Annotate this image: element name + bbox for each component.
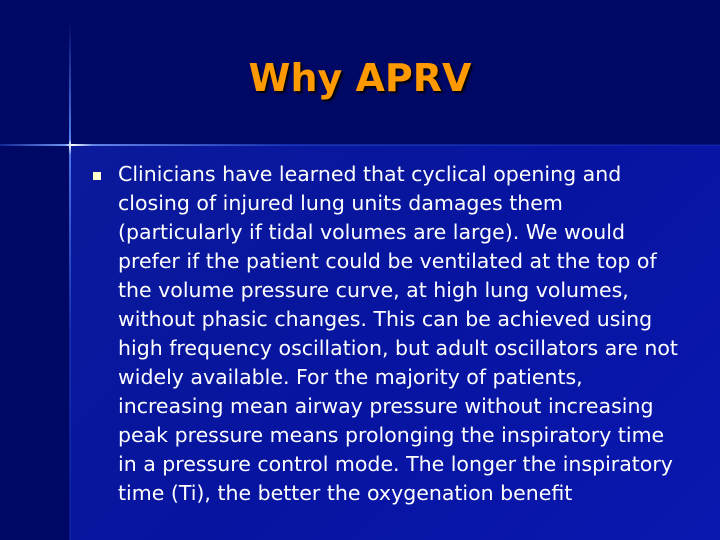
- text-line: (particularly if tidal volumes are large). We would: [118, 220, 625, 244]
- bullet-text: [118, 160, 678, 508]
- bullet-square-icon: [93, 172, 101, 180]
- text-line: the volume pressure curve, at high lung volumes,: [118, 278, 629, 302]
- text-line: time (Ti), the better the oxygenation benefit: [118, 481, 573, 505]
- text-line: high frequency oscillation, but adult oscillators are not: [118, 336, 678, 360]
- slide-title: Why APRV: [248, 56, 472, 100]
- text-line: closing of injured lung units damages them: [118, 191, 563, 215]
- text-line: in a pressure control mode. The longer the inspiratory: [118, 452, 673, 476]
- text-line: widely available. For the majority of patients,: [118, 365, 583, 389]
- text-line: prefer if the patient could be ventilated at the top of: [118, 249, 657, 273]
- text-line: Clinicians have learned that cyclical opening and: [118, 162, 622, 186]
- text-line: increasing mean airway pressure without increasing: [118, 394, 654, 418]
- star-horizontal-line: [0, 144, 720, 146]
- text-line: without phasic changes. This can be achieved using: [118, 307, 653, 331]
- text-line: peak pressure means prolonging the inspiratory time: [118, 423, 665, 447]
